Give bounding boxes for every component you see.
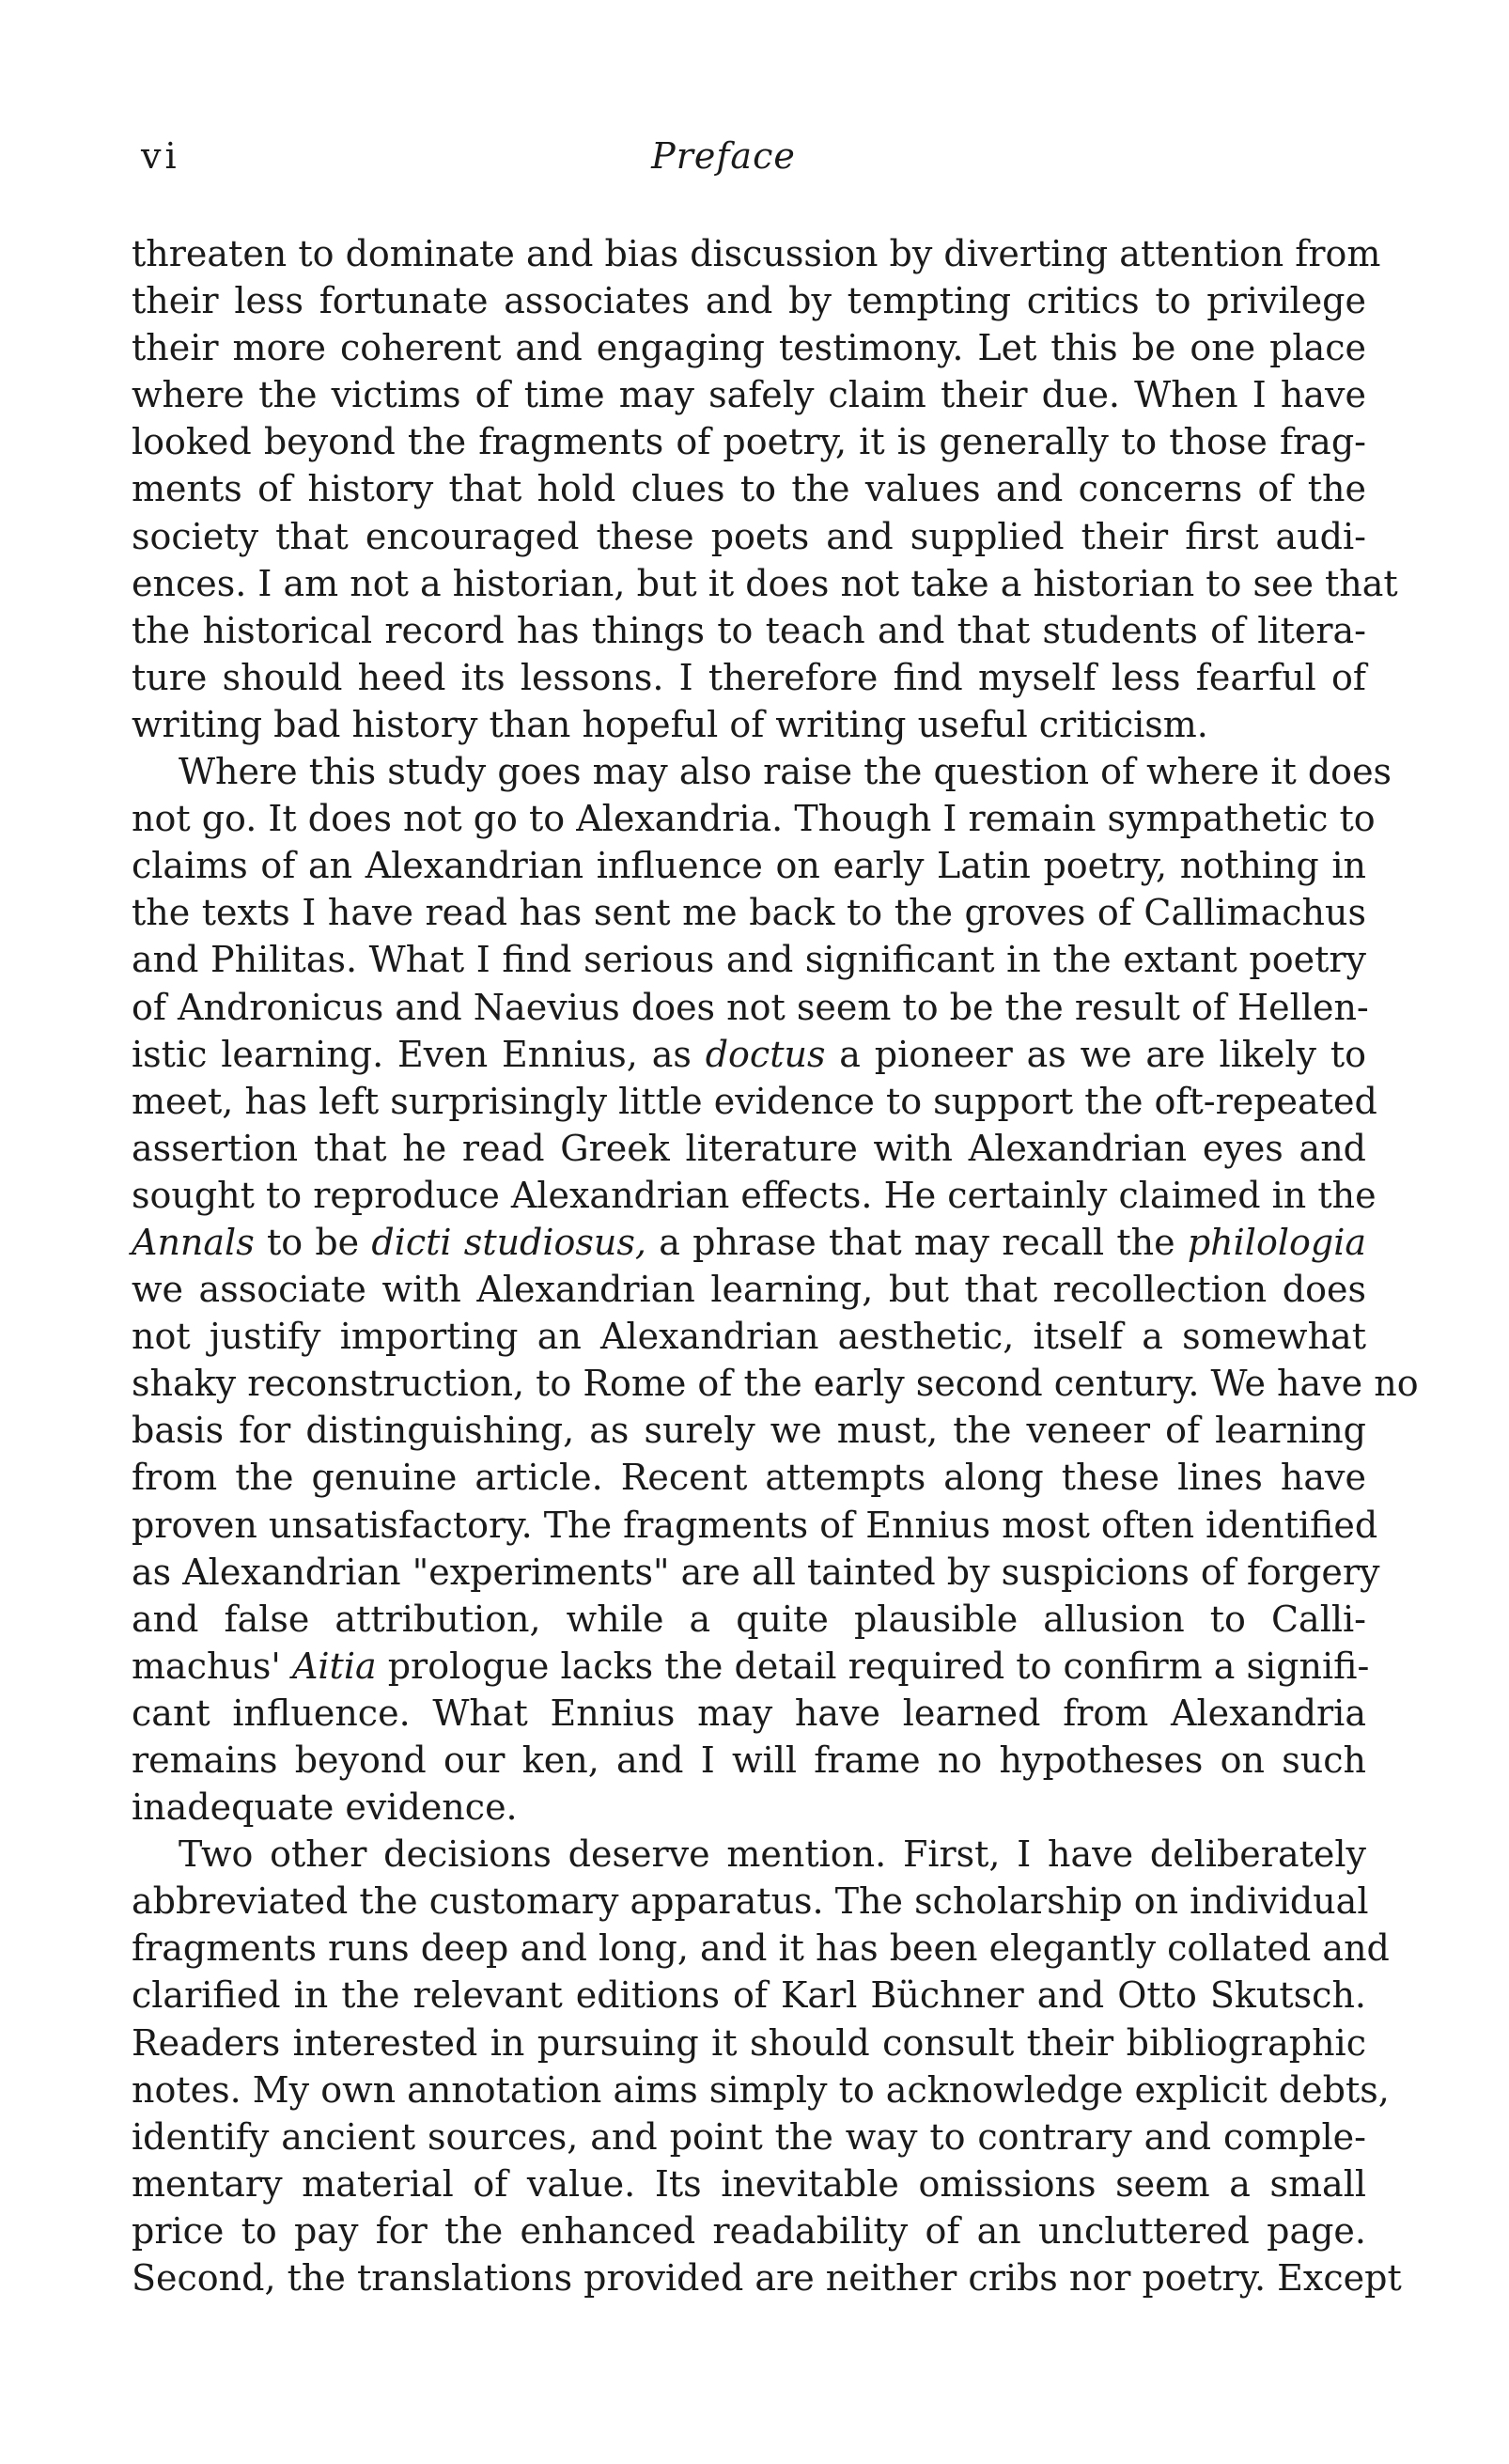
text-line: the historical record has things to teach and that students of litera-: [132, 609, 1366, 651]
text-line: from the genuine article. Recent attempts along these lines have: [132, 1457, 1366, 1499]
text-line: clarified in the relevant editions of Karl Büchner and Otto Skutsch.: [132, 1974, 1366, 2017]
text-line: their more coherent and engaging testimony. Let this be one place: [132, 327, 1366, 369]
body-text: [132, 230, 1419, 2301]
text-line: Where this study goes may also raise the question of where it does: [179, 751, 1392, 793]
text-line: mentary material of value. Its inevitable omissions seem a small: [132, 2162, 1366, 2205]
text-line: and false attribution, while a quite plausible allusion to Calli-: [132, 1598, 1366, 1640]
text-line: ments of history that hold clues to the values and concerns of the: [132, 468, 1366, 510]
text-line: not go. It does not go to Alexandria. Though I remain sympathetic to: [132, 798, 1376, 840]
italic-term: philologia: [1187, 1221, 1367, 1263]
text-line: remains beyond our ken, and I will frame no hypotheses on such: [132, 1739, 1366, 1781]
text-line: cant influence. What Ennius may have learned from Alexandria: [132, 1692, 1366, 1734]
text-line: shaky reconstruction, to Rome of the early second century. We have no: [132, 1363, 1419, 1405]
text-line: proven unsatisfactory. The fragments of Ennius most often identified: [132, 1504, 1378, 1546]
text-line: sought to reproduce Alexandrian effects. He certainly claimed in the: [132, 1174, 1377, 1216]
text-line: basis for distinguishing, as surely we must, the veneer of learning: [132, 1410, 1366, 1452]
text-line: threaten to dominate and bias discussion by diverting attention from: [132, 233, 1381, 274]
text-line: Annals to be dicti studiosus, a phrase that may recall the philologia: [132, 1221, 1367, 1263]
text-line: where the victims of time may safely claim their due. When I have: [132, 374, 1366, 416]
text-line: looked beyond the fragments of poetry, it is generally to those frag-: [132, 421, 1366, 463]
text-line: ences. I am not a historian, but it does not take a historian to see that: [132, 562, 1398, 604]
running-title: Preface: [651, 135, 796, 177]
text-line: ture should heed its lessons. I therefore find myself less fearful of: [132, 656, 1366, 698]
running-head: [141, 132, 1362, 180]
text-line: machus' Aitia prologue lacks the detail required to confirm a signifi-: [132, 1645, 1370, 1687]
text-line: inadequate evidence.: [132, 1786, 518, 1829]
text-line: of Andronicus and Naevius does not seem to be the result of Hellen-: [132, 986, 1369, 1028]
text-line: fragments runs deep and long, and it has been elegantly collated and: [132, 1927, 1390, 1970]
text-line: as Alexandrian "experiments" are all tainted by suspicions of forgery: [132, 1551, 1380, 1593]
text-line: Second, the translations provided are neither cribs nor poetry. Except: [132, 2257, 1402, 2300]
page-number: vi: [141, 135, 180, 177]
text-line: the texts I have read has sent me back to the groves of Callimachus: [132, 892, 1366, 934]
text-line: society that encouraged these poets and supplied their first audi-: [132, 515, 1366, 557]
text-line: identify ancient sources, and point the way to contrary and comple-: [132, 2115, 1366, 2158]
text-line: Readers interested in pursuing it should consult their bibliographic: [132, 2021, 1366, 2064]
text-line: Two other decisions deserve mention. First, I have deliberately: [179, 1833, 1366, 1876]
text-line: notes. My own annotation aims simply to acknowledge explicit debts,: [132, 2068, 1390, 2111]
italic-term: dicti studiosus,: [371, 1221, 646, 1263]
text-line: claims of an Alexandrian influence on early Latin poetry, nothing in: [132, 845, 1366, 887]
text-line: their less fortunate associates and by tempting critics to privilege: [132, 280, 1366, 322]
text-line: assertion that he read Greek literature with Alexandrian eyes and: [132, 1127, 1366, 1169]
text-line: not justify importing an Alexandrian aesthetic, itself a somewhat: [132, 1316, 1366, 1358]
italic-term: doctus: [705, 1033, 826, 1075]
text-line: abbreviated the customary apparatus. The scholarship on individual: [132, 1880, 1369, 1923]
italic-term: Annals: [132, 1221, 255, 1263]
text-line: price to pay for the enhanced readability of an uncluttered page.: [132, 2209, 1366, 2252]
text-line: writing bad history than hopeful of writing useful criticism.: [132, 703, 1208, 745]
text-line: istic learning. Even Ennius, as doctus a pioneer as we are likely to: [132, 1033, 1366, 1075]
text-line: and Philitas. What I find serious and significant in the extant poetry: [132, 939, 1366, 981]
italic-term: Aitia: [291, 1645, 377, 1687]
text-line: meet, has left surprisingly little evidence to support the oft-repeated: [132, 1080, 1377, 1122]
text-line: we associate with Alexandrian learning, but that recollection does: [132, 1269, 1366, 1311]
